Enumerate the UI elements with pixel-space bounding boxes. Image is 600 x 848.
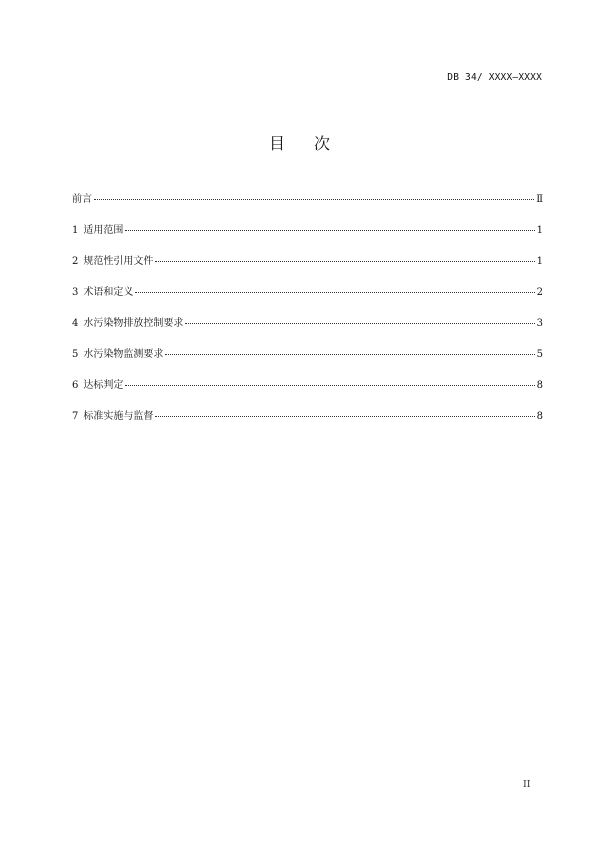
toc-leader-dots — [125, 385, 534, 386]
toc-entry-number: 4 — [72, 318, 79, 329]
toc-leader-dots — [165, 354, 534, 355]
toc-entry-2[interactable] — [72, 252, 543, 283]
toc-entry-3[interactable] — [72, 283, 543, 314]
toc-entry-number: 7 — [72, 411, 79, 422]
toc-entry-page: 8 — [536, 380, 543, 391]
toc-leader-dots — [125, 230, 534, 231]
page-number: II — [523, 779, 531, 790]
toc-entry-label: 7 标准实施与监督 — [72, 411, 154, 422]
toc-entry-number: 5 — [72, 349, 79, 360]
toc-entry-foreword[interactable] — [72, 190, 543, 221]
toc-leader-dots — [155, 261, 534, 262]
toc-entry-1[interactable] — [72, 221, 543, 252]
toc-entry-page: 1 — [536, 256, 543, 267]
toc-entry-number: 1 — [72, 225, 79, 236]
toc-entry-page: 1 — [536, 225, 543, 236]
table-of-contents — [72, 190, 543, 438]
toc-entry-label: 前言 — [72, 194, 92, 205]
toc-entry-4[interactable] — [72, 314, 543, 345]
toc-title-char-1: 目 — [268, 134, 286, 153]
toc-entry-page: 5 — [536, 349, 543, 360]
toc-entry-page: 3 — [536, 318, 543, 329]
toc-entry-label: 2 规范性引用文件 — [72, 256, 154, 267]
toc-entry-label: 5 水污染物监测要求 — [72, 349, 164, 360]
toc-leader-dots — [155, 416, 534, 417]
toc-entry-6[interactable] — [72, 376, 543, 407]
toc-leader-dots — [94, 199, 534, 200]
toc-entry-page: Ⅱ — [536, 194, 543, 205]
toc-entry-number: 2 — [72, 256, 79, 267]
toc-entry-label: 1 适用范围 — [72, 225, 124, 236]
toc-entry-5[interactable] — [72, 345, 543, 376]
toc-entry-number: 3 — [72, 287, 79, 298]
toc-title — [0, 131, 600, 154]
toc-entry-page: 8 — [536, 411, 543, 422]
toc-entry-label: 6 达标判定 — [72, 380, 124, 391]
toc-entry-page: 2 — [536, 287, 543, 298]
toc-entry-7[interactable] — [72, 407, 543, 438]
toc-entry-number: 6 — [72, 380, 79, 391]
toc-title-char-2: 次 — [314, 134, 332, 153]
toc-leader-dots — [185, 323, 534, 324]
document-code: DB 34/ XXXX—XXXX — [447, 72, 542, 83]
toc-leader-dots — [135, 292, 534, 293]
toc-entry-label: 4 水污染物排放控制要求 — [72, 318, 184, 329]
toc-entry-label: 3 术语和定义 — [72, 287, 134, 298]
